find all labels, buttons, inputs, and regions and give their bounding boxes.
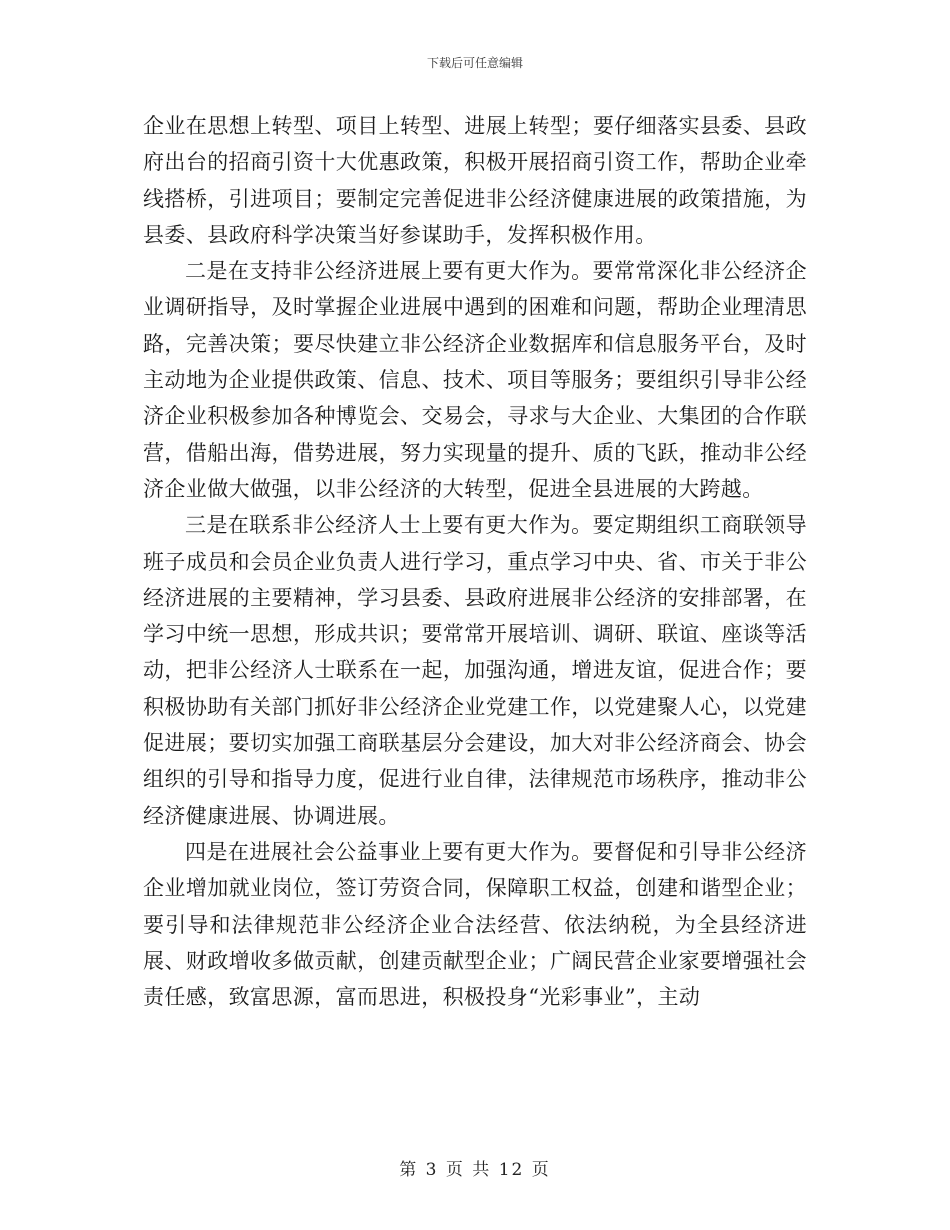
paragraph-continued: 企业在思想上转型、项目上转型、进展上转型；要仔细落实县委、县政府出台的招商引资十大优惠政策，积极开展招商引资工作，帮助企业牵线搭桥，引进项目；要制定完善促进非公经济健康进展的政策措施，为县委、县政府科学决策当好参谋助手，发挥积极作用。 [143,114,807,247]
paragraph-4: 四是在进展社会公益事业上要有更大作为。要督促和引导非公经济企业增加就业岗位，签订劳资合同，保障职工权益，创建和谐型企业；要引导和法律规范非公经济企业合法经营、依法纳税，为全县经济进展、财政增收多做贡献，创建贡献型企业；广阔民营企业家要增强社会责任感，致富思源，富而思进，积极投身“光彩事业”，主动 [143,839,807,1010]
paragraph-2: 二是在支持非公经济进展上要有更大作为。要常常深化非公经济企业调研指导，及时掌握企业进展中遇到的困难和问题，帮助企业理清思路，完善决策；要尽快建立非公经济企业数据库和信息服务平台，及时主动地为企业提供政策、信息、技术、项目等服务；要组织引导非公经济企业积极参加各种博览会、交易会，寻求与大企业、大集团的合作联营，借船出海，借势进展，努力实现量的提升、质的飞跃，推动非公经济企业做大做强，以非公经济的大转型，促进全县进展的大跨越。 [143,259,807,501]
document-body [143,108,807,1015]
page-number-footer: 第 3 页 共 12 页 [399,1160,551,1180]
header-note: 下载后可任意编辑 [426,56,523,70]
paragraph-3: 三是在联系非公经济人士上要有更大作为。要定期组织工商联领导班子成员和会员企业负责人进行学习，重点学习中央、省、市关于非公经济进展的主要精神，学习县委、县政府进展非公经济的安排部署，在学习中统一思想，形成共识；要常常开展培训、调研、联谊、座谈等活动，把非公经济人士联系在一起，加强沟通，增进友谊，促进合作；要积极协助有关部门抓好非公经济企业党建工作，以党建聚人心，以党建促进展；要切实加强工商联基层分会建设，加大对非公经济商会、协会组织的引导和指导力度，促进行业自律，法律规范市场秩序，推动非公经济健康进展、协调进展。 [143,513,807,828]
